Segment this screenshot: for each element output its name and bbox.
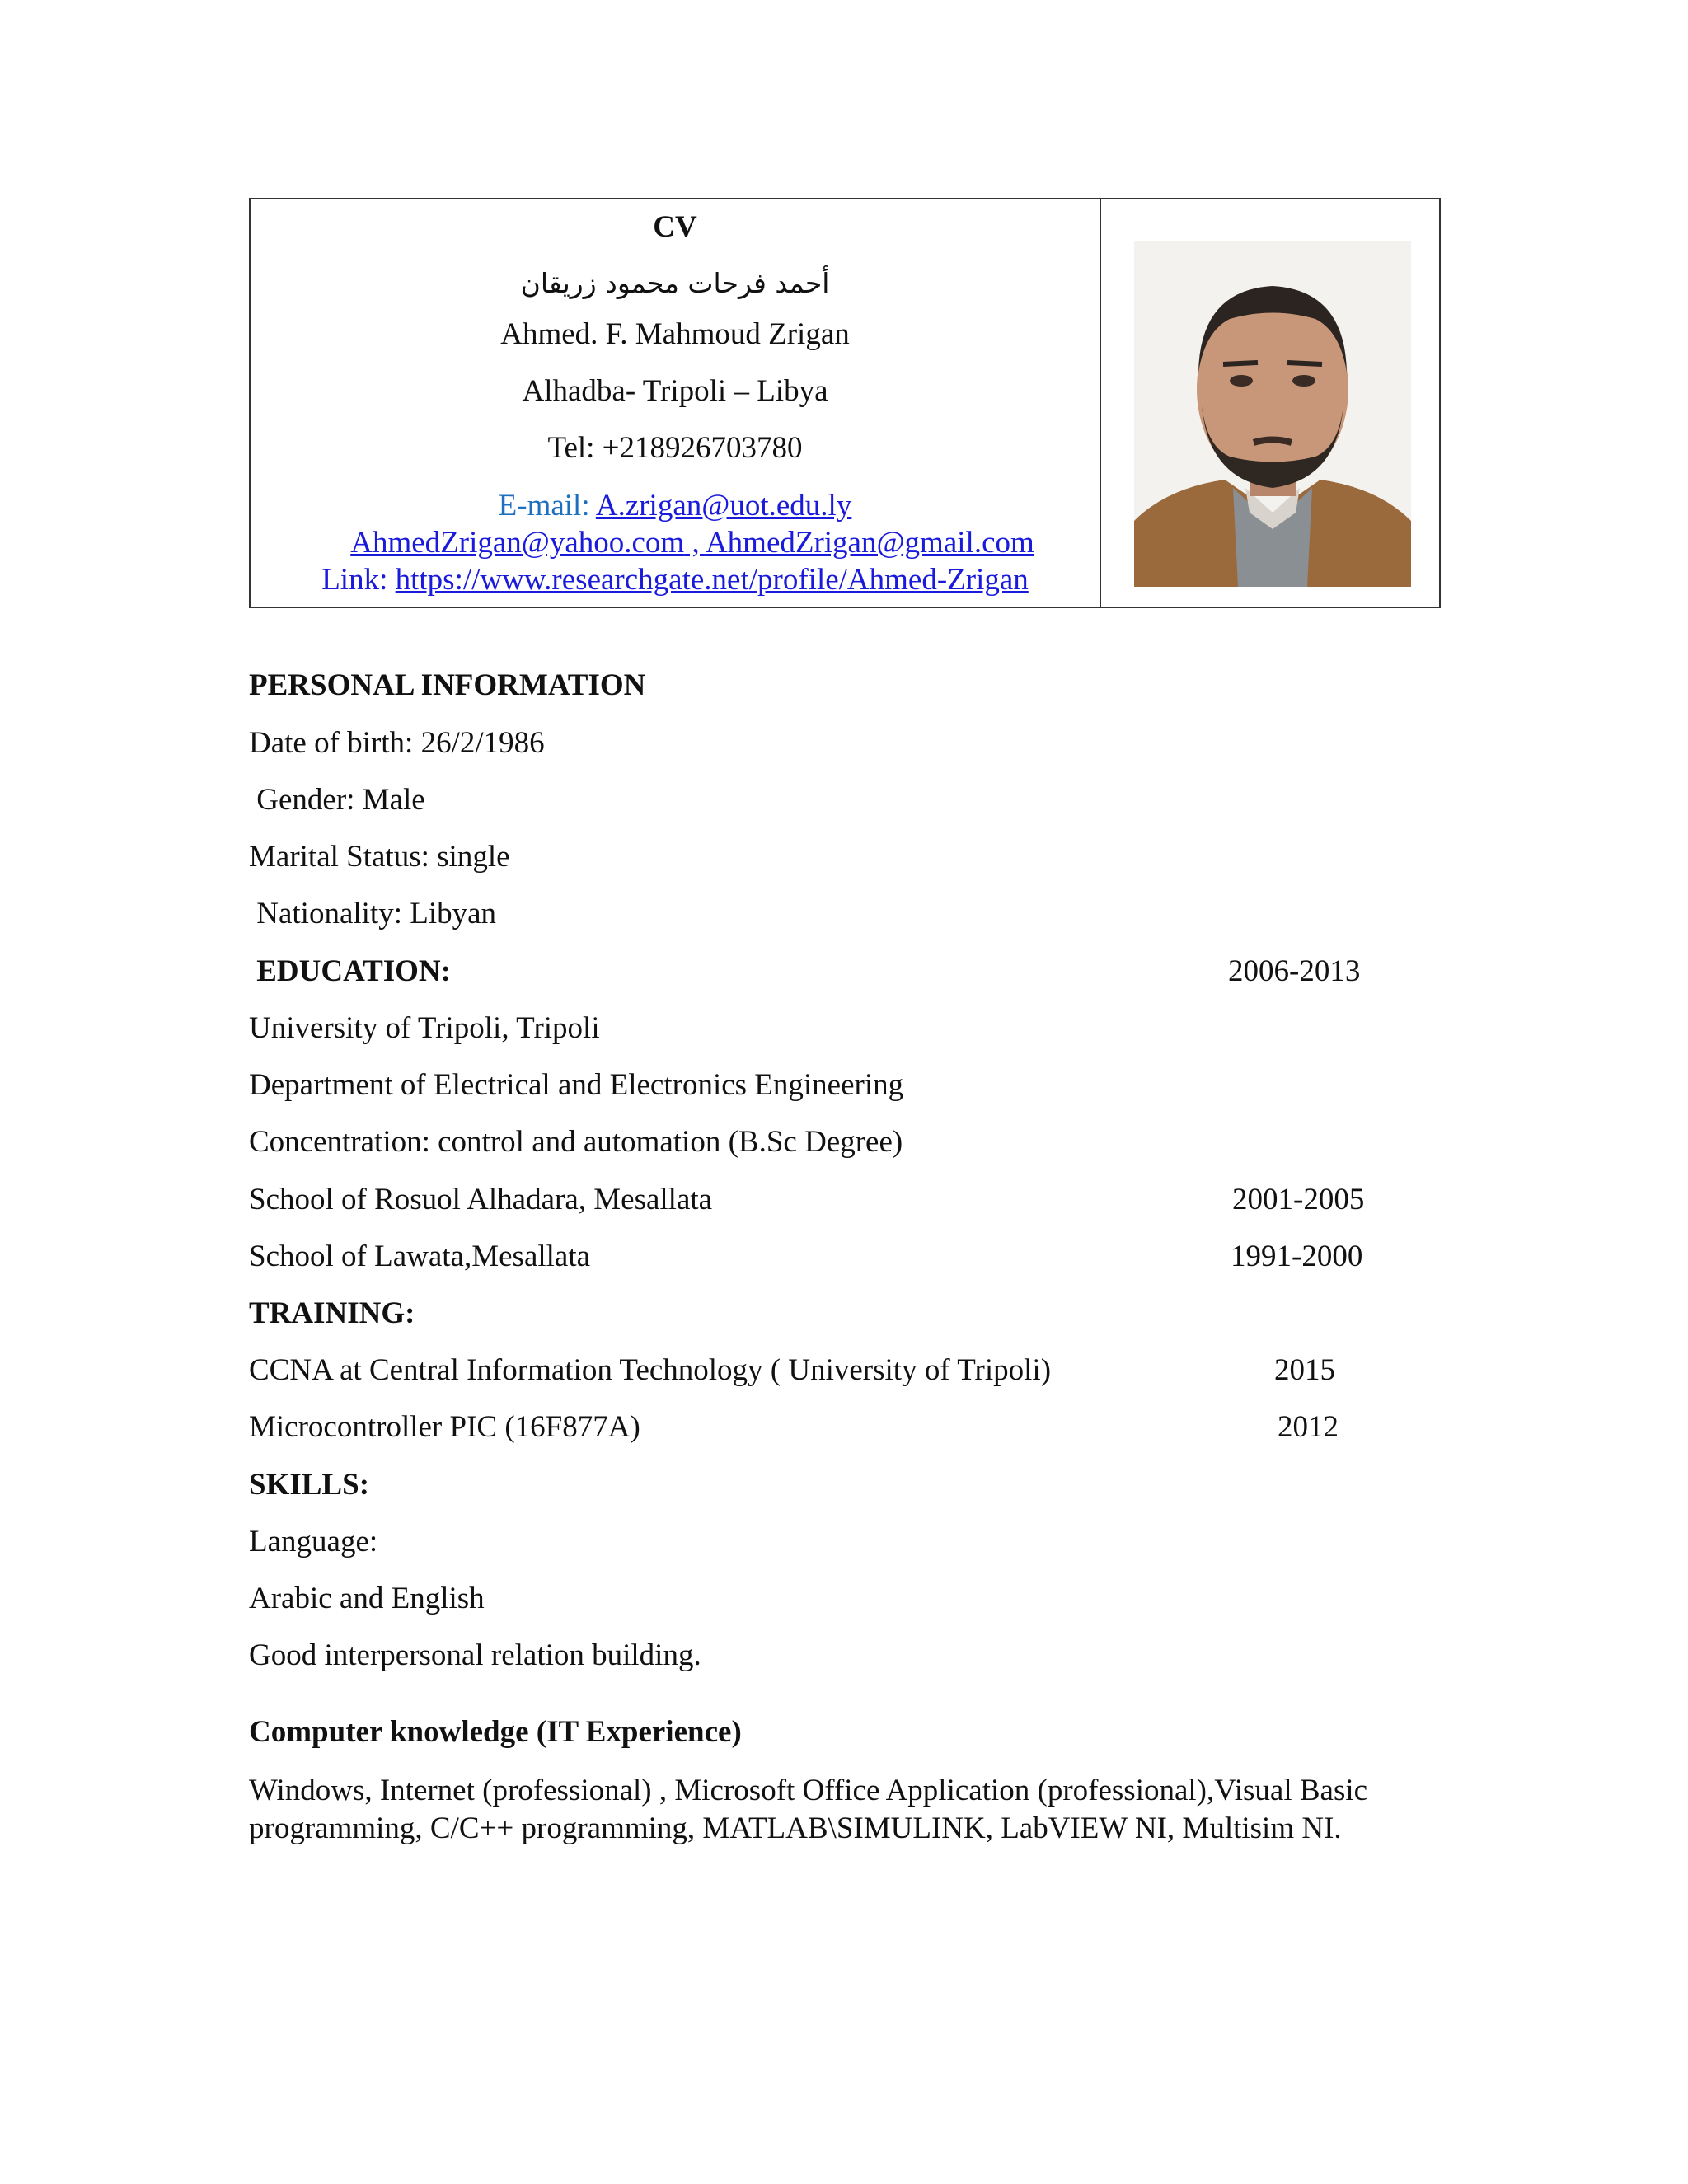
education-concentration: Concentration: control and automation (B.Sc Degree) xyxy=(249,1125,903,1159)
skills-languages: Arabic and English xyxy=(249,1582,485,1615)
training-heading: TRAINING: xyxy=(249,1296,415,1330)
education-year-university: 2006-2013 xyxy=(1228,954,1361,988)
computer-knowledge-text: Windows, Internet (professional) , Microsoft Office Application (professional),Visual Basic programming, C/C++ programming, MATLAB\SIMULINK, LabVIEW NI, Multisim NI. xyxy=(249,1774,1368,1845)
email-label: E-mail: xyxy=(498,489,596,523)
computer-knowledge-heading: Computer knowledge (IT Experience) xyxy=(249,1715,742,1749)
header-text-cell xyxy=(251,199,1101,607)
telephone: Tel: +218926703780 xyxy=(547,431,803,465)
education-school-2: School of Lawata,Mesallata xyxy=(249,1240,591,1273)
header-table xyxy=(249,198,1441,608)
training-item-ccna: CCNA at Central Information Technology ( University of Tripoli) xyxy=(249,1353,1052,1387)
email-gmail-link[interactable]: AhmedZrigan@gmail.com xyxy=(705,526,1034,560)
education-year-school-1: 2001-2005 xyxy=(1232,1183,1365,1216)
nationality: Nationality: Libyan xyxy=(249,897,497,930)
address: Alhadba- Tripoli – Libya xyxy=(522,374,828,408)
personal-info-heading: PERSONAL INFORMATION xyxy=(249,668,646,702)
photo-cell xyxy=(1101,199,1439,607)
skills-interpersonal: Good interpersonal relation building. xyxy=(249,1638,701,1672)
researchgate-line xyxy=(251,562,1100,598)
training-year-ccna: 2015 xyxy=(1274,1353,1335,1387)
name-arabic: أحمد فرحات محمود زريقان xyxy=(520,267,830,299)
email-yahoo-link[interactable]: AhmedZrigan@yahoo.com xyxy=(350,526,685,560)
email-separator: , xyxy=(684,526,706,560)
cv-title: CV xyxy=(653,210,697,244)
gender: Gender: Male xyxy=(249,783,425,817)
email-primary-link[interactable]: A.zrigan@uot.edu.ly xyxy=(595,489,852,523)
education-heading: EDUCATION: xyxy=(249,954,451,988)
training-year-pic: 2012 xyxy=(1278,1410,1339,1444)
skills-language-label: Language: xyxy=(249,1525,378,1558)
training-item-pic: Microcontroller PIC (16F877A) xyxy=(249,1410,640,1444)
education-university: University of Tripoli, Tripoli xyxy=(249,1011,600,1045)
education-year-school-2: 1991-2000 xyxy=(1231,1240,1363,1273)
full-name: Ahmed. F. Mahmoud Zrigan xyxy=(500,317,850,351)
researchgate-link[interactable]: https://www.researchgate.net/profile/Ahmed-Zrigan xyxy=(395,563,1029,597)
profile-photo xyxy=(1134,241,1411,587)
date-of-birth: Date of birth: 26/2/1986 xyxy=(249,726,545,760)
email-alt-line xyxy=(280,525,1104,561)
education-school-1: School of Rosuol Alhadara, Mesallata xyxy=(249,1183,713,1216)
marital-status: Marital Status: single xyxy=(249,840,510,874)
email-line xyxy=(251,488,1100,524)
link-label: Link: xyxy=(321,563,396,597)
education-department: Department of Electrical and Electronics Engineering xyxy=(249,1068,904,1102)
skills-heading: SKILLS: xyxy=(249,1468,370,1502)
